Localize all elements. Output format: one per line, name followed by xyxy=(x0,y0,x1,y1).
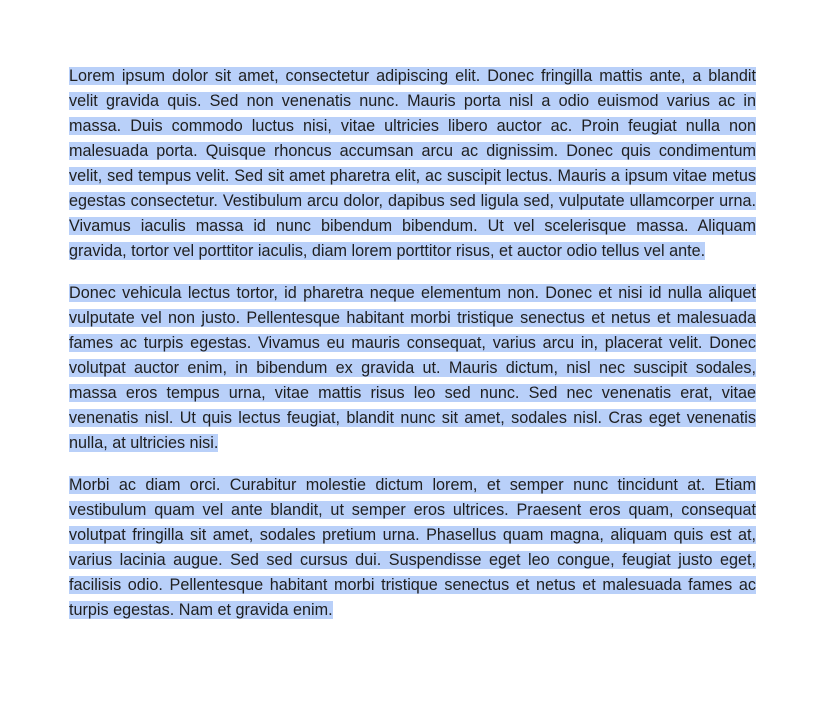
paragraph-2[interactable] xyxy=(69,281,756,456)
paragraph-1[interactable] xyxy=(69,64,756,264)
selected-text-3[interactable]: Morbi ac diam orci. Curabitur molestie dictum lorem, et semper nunc tincidunt at. Etiam vestibulum quam vel ante blandit, ut semper eros ultrices. Praesent eros quam, consequat volutpat fringilla sit amet, sodales pretium urna. Phasellus quam magna, aliquam quis est at, varius lacinia augue. Sed sed cursus dui. Suspendisse eget leo congue, feugiat justo eget, facilisis odio. Pellentesque habitant morbi tristique senectus et netus et malesuada fames ac turpis egestas. Nam et gravida enim. xyxy=(69,476,756,619)
selected-text-1[interactable]: Lorem ipsum dolor sit amet, consectetur adipiscing elit. Donec fringilla mattis ante, a blandit velit gravida quis. Sed non venenatis nunc. Mauris porta nisl a odio euismod varius ac in massa. Duis commodo luctus nisi, vitae ultricies libero auctor ac. Proin feugiat nulla non malesuada porta. Quisque rhoncus accumsan arcu ac dignissim. Donec quis condimentum velit, sed tempus velit. Sed sit amet pharetra elit, ac suscipit lectus. Mauris a ipsum vitae metus egestas consectetur. Vestibulum arcu dolor, dapibus sed ligula sed, vulputate ullamcorper urna. Vivamus iaculis massa id nunc bibendum bibendum. Ut vel scelerisque massa. Aliquam gravida, tortor vel porttitor iaculis, diam lorem porttitor risus, et auctor odio tellus vel ante. xyxy=(69,67,756,260)
selected-text-2[interactable]: Donec vehicula lectus tortor, id pharetra neque elementum non. Donec et nisi id nulla aliquet vulputate vel non justo. Pellentesque habitant morbi tristique senectus et netus et malesuada fames ac turpis egestas. Vivamus eu mauris consequat, varius arcu in, placerat velit. Donec volutpat auctor enim, in bibendum ex gravida ut. Mauris dictum, nisl nec suscipit sodales, massa eros tempus urna, vitae mattis risus leo sed nunc. Sed nec venenatis erat, vitae venenatis nisl. Ut quis lectus feugiat, blandit nunc sit amet, sodales nisl. Cras eget venenatis nulla, at ultricies nisi. xyxy=(69,284,756,452)
document-body[interactable] xyxy=(69,64,756,623)
paragraph-3[interactable] xyxy=(69,473,756,623)
